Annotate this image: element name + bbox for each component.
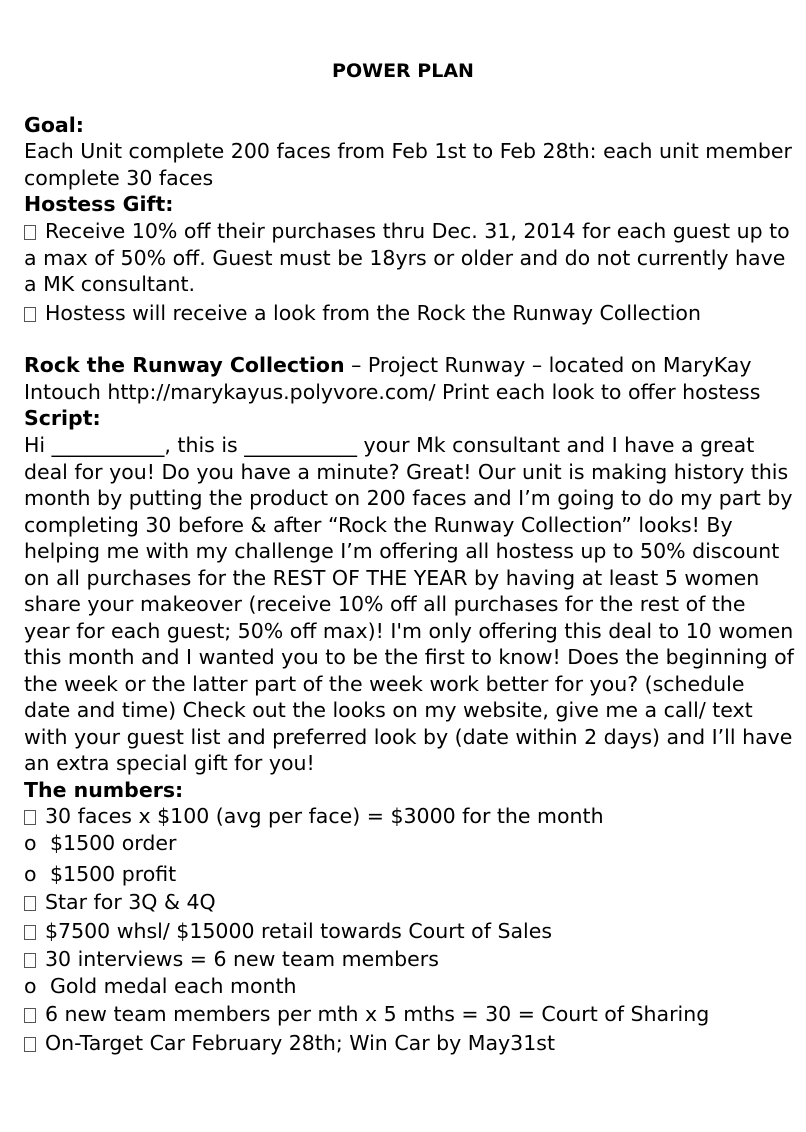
page-title: POWER PLAN xyxy=(332,60,474,82)
hostess-gift-heading: Hostess Gift: xyxy=(24,192,174,216)
checkbox-bullet-icon xyxy=(24,1008,36,1023)
numbers-item: 30 faces x $100 (avg per face) = $3000 for the month xyxy=(24,803,794,830)
numbers-subitem: o Gold medal each month xyxy=(24,974,297,998)
collection-heading: Rock the Runway Collection xyxy=(24,353,345,377)
circle-bullet-icon: o xyxy=(24,831,37,855)
checkbox-bullet-icon xyxy=(24,1037,36,1052)
numbers-item: $7500 whsl/ $15000 retail towards Court of Sales xyxy=(24,918,794,945)
numbers-item: 6 new team members per mth x 5 mths = 30 = Court of Sharing xyxy=(24,1001,794,1028)
goal-text: Each Unit complete 200 faces from Feb 1st to Feb 28th: each unit member complete 30 faces xyxy=(24,139,792,190)
checkbox-bullet-icon xyxy=(24,307,36,322)
numbers-item: 30 interviews = 6 new team members xyxy=(24,946,794,973)
checkbox-bullet-icon xyxy=(24,225,36,240)
checkbox-bullet-icon xyxy=(24,810,36,825)
numbers-item: On-Target Car February 28th; Win Car by May31st xyxy=(24,1030,794,1057)
hostess-gift-item: Receive 10% off their purchases thru Dec. 31, 2014 for each guest up to a max of 50% off. Guest must be 18yrs or older and do not currently have a MK consultant. xyxy=(24,219,790,296)
checkbox-bullet-icon xyxy=(24,953,36,968)
numbers-heading: The numbers: xyxy=(24,778,184,802)
script-heading: Script: xyxy=(24,406,101,430)
script-text: Hi ___________, this is ___________ your Mk consultant and I have a great deal for you! Do you have a minute? Great! Our unit is making history this month by putting the product on 200 faces and I’m going to do my part by completing 30 before & after “Rock the Runway Collection” looks! By helping me with my challenge I’m offering all hostess up to 50% discount on all purchases for the REST OF THE YEAR by having at least 5 women share your makeover (receive 10% off all purchases for the rest of the year for each guest; 50% off max)! I'm only offering this deal to 10 women this month and I wanted you to be the first to know! Does the beginning of the week or the latter part of the week work better for you? (schedule date and time) Check out the looks on my website, give me a call/ text with your guest list and preferred look by (date within 2 days) and I’ll have an extra special gift for you! xyxy=(24,433,794,775)
circle-bullet-icon: o xyxy=(24,974,37,998)
hostess-gift-item: Hostess will receive a look from the Rock the Runway Collection xyxy=(24,300,794,327)
collection-paragraph xyxy=(24,352,794,405)
checkbox-bullet-icon xyxy=(24,896,36,911)
numbers-subitem: o $1500 order xyxy=(24,831,177,855)
circle-bullet-icon: o xyxy=(24,862,37,886)
numbers-item: Star for 3Q & 4Q xyxy=(24,889,794,916)
checkbox-bullet-icon xyxy=(24,925,36,940)
numbers-subitem: o $1500 profit xyxy=(24,862,177,886)
collection-text: – Project Runway – located on MaryKay Intouch http://marykayus.polyvore.com/ Print each look to offer hostess xyxy=(24,353,761,404)
goal-heading: Goal: xyxy=(24,113,84,137)
